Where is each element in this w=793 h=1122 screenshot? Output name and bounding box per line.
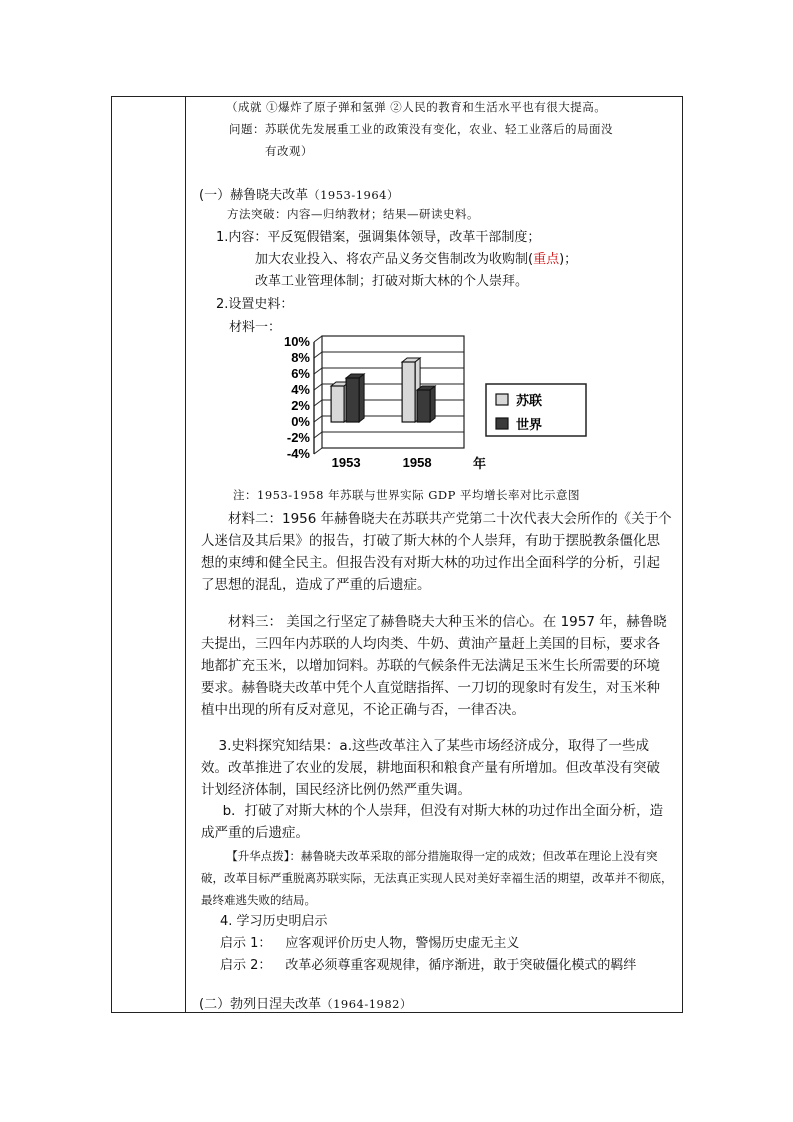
- grid-diagonal: [314, 432, 322, 438]
- grid-diagonal: [314, 416, 322, 422]
- x-axis-label: 年: [473, 456, 487, 471]
- section1-years: （1953-1964）: [308, 188, 399, 202]
- achievements-line: （成就 ①爆炸了原子弹和氢弹 ②人民的教育和生活水平也有很大提高。: [226, 100, 607, 114]
- y-tick-label: 0%: [291, 414, 310, 429]
- key-point-label: 重点: [533, 252, 560, 267]
- chart-legend: [486, 384, 586, 436]
- result-b: b．打破了对斯大林的个人崇拜，但没有对斯大林的功过作出全面分析，造成严重的后遗症。: [201, 803, 664, 841]
- chart-x-ticks: [332, 455, 486, 471]
- gdp-growth-chart: [268, 334, 598, 474]
- content-a: 平反冤假错案，强调集体领导，改革干部制度；: [267, 230, 541, 245]
- content-item-1: [216, 226, 540, 245]
- grid-diagonal: [314, 400, 322, 406]
- bar-side: [359, 374, 364, 422]
- grid-diagonal: [314, 384, 322, 390]
- bar-世界-1953: [346, 378, 359, 422]
- material-1-label: 材料一：: [229, 320, 282, 335]
- sublimation-note: 【升华点拨】：赫鲁晓夫改革采取的部分措施取得一定的成效；但改革在理论上没有突破，改革目标严重脱离苏联实际，无法真正实现人民对美好幸福生活的期望，改革并不彻底，最终难逃失败的结局。: [201, 849, 673, 907]
- bar-苏联-1958: [402, 362, 415, 422]
- inspiration-heading: 4. 学习历史明启示: [220, 914, 328, 929]
- inspiration-2-text: 改革必须尊重客观规律，循序渐进，敢于突破僵化模式的羁绊: [285, 958, 637, 973]
- y-tick-label: 2%: [291, 398, 310, 413]
- legend-label: 苏联: [516, 393, 543, 408]
- bar-side: [430, 386, 435, 422]
- section2-years: （1964-1982）: [321, 997, 412, 1011]
- grid-diagonal: [314, 368, 322, 374]
- y-tick-label: 8%: [291, 350, 310, 365]
- x-tick-label: 1953: [331, 455, 361, 470]
- y-tick-label: 10%: [283, 334, 310, 349]
- setup-heading: 2.设置史料：: [216, 297, 294, 312]
- y-tick-label: -4%: [286, 446, 310, 461]
- bar-苏联-1953: [331, 386, 344, 422]
- result-a: 3.史料探究知结果：a.这些改革注入了某些市场经济成分，取得了一些成效。改革推进了农业的发展，耕地面积和粮食产量有所增加。但改革没有突破计划经济体制，国民经济比例仍然严重失调。: [201, 738, 660, 798]
- inspiration-1-text: 应客观评价历史人物，警惕历史虚无主义: [285, 936, 520, 951]
- section1-title: (一）赫鲁晓夫改革: [199, 188, 309, 203]
- problems-line-cont: 有改观）: [265, 144, 313, 158]
- content-label: 1.内容：: [216, 230, 268, 245]
- chart-y-ticks: [284, 334, 310, 461]
- inspiration-2: [220, 954, 636, 973]
- method-note: 方法突破：内容—归纳教材；结果—研读史料。: [227, 207, 479, 221]
- grid-diagonal: [314, 448, 322, 454]
- content-b-text: 加大农业投入、将农产品义务交售制改为收购制(: [255, 252, 534, 267]
- content-item-2: [255, 248, 577, 267]
- material-2: 材料二：1956 年赫鲁晓夫在苏联共产党第二十次代表大会所作的《关于个人迷信及其后果》的报告，打破了斯大林的个人崇拜，有助于摆脱教条僵化思想的束缚和健全民主。但报告没有对斯大林的功过作出全面科学的分析，引起了思想的混乱，造成了严重的后遗症。: [201, 511, 672, 593]
- content-item-3: 改革工业管理体制；打破对斯大林的个人崇拜。: [255, 274, 529, 289]
- x-tick-label: 1958: [402, 455, 432, 470]
- content-b-end: )；: [559, 252, 578, 267]
- inspiration-2-label: 启示 2：: [220, 958, 272, 973]
- problems-line: 问题：苏联优先发展重工业的政策没有变化，农业、轻工业落后的局面没: [229, 122, 613, 136]
- inspiration-1-label: 启示 1：: [220, 936, 272, 951]
- material-3: 材料三： 美国之行坚定了赫鲁晓夫大种玉米的信心。在 1957 年，赫鲁晓夫提出，三四年内苏联的人均肉类、牛奶、黄油产量赶上美国的目标，要求各地都扩充玉米，以增加饲料。苏联的气候条件无法满足玉米生长所需要的环境要求。赫鲁晓夫改革中凭个人直觉瞎指挥、一刀切的现象时有发生，对玉米种植中出现的所有反对意见，不论正确与否，一律否决。: [201, 614, 667, 718]
- table-column-divider: [185, 96, 186, 1013]
- section2-heading: [199, 993, 412, 1012]
- legend-swatch: [496, 394, 508, 405]
- y-tick-label: 6%: [291, 366, 310, 381]
- grid-diagonal: [314, 352, 322, 358]
- section2-title: (二）勃列日涅夫改革: [199, 997, 322, 1012]
- chart-note: 注：1953-1958 年苏联与世界实际 GDP 平均增长率对比示意图: [233, 488, 581, 502]
- legend-swatch: [496, 418, 508, 429]
- y-tick-label: 4%: [291, 382, 310, 397]
- legend-label: 世界: [516, 417, 543, 432]
- inspiration-1: [220, 932, 519, 951]
- section1-heading: [199, 184, 399, 203]
- bar-世界-1958: [417, 390, 430, 422]
- y-tick-label: -2%: [286, 430, 310, 445]
- grid-diagonal: [314, 336, 322, 342]
